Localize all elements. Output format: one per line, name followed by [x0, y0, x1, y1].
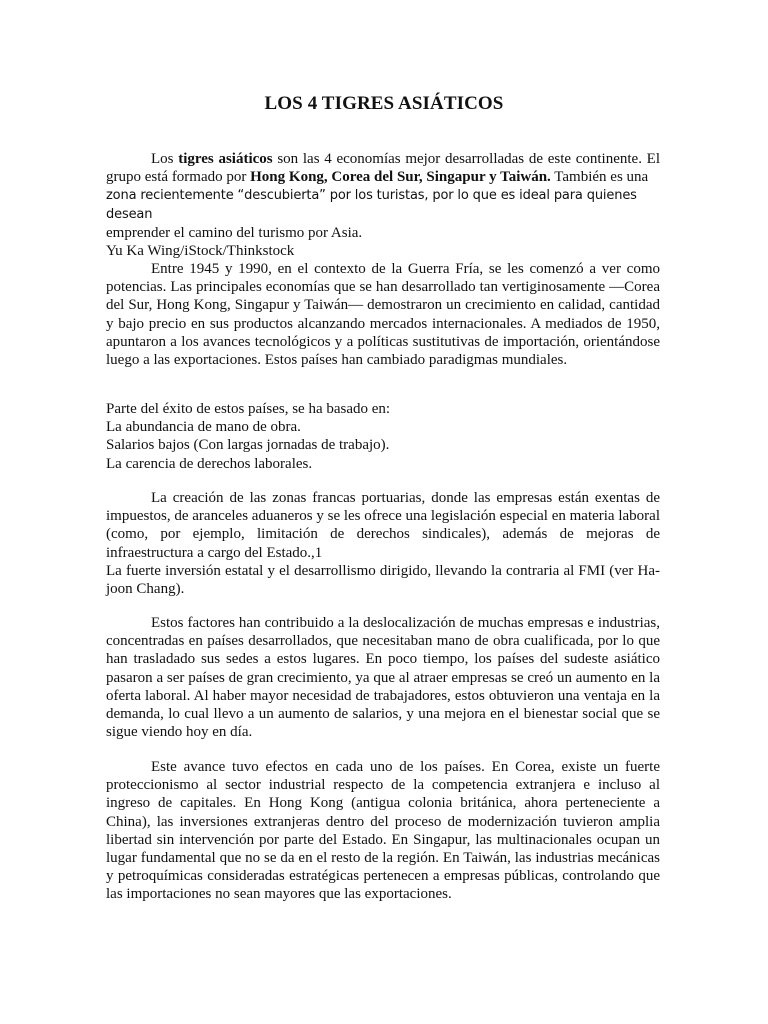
success-list: [106, 400, 660, 473]
intro-bold-countries: Hong Kong, Corea del Sur, Singapur y Taiwán.: [250, 169, 551, 186]
intro-bold-tigres: tigres asiáticos: [178, 151, 273, 167]
success-list-item: La abundancia de mano de obra.: [106, 419, 301, 436]
image-credit: Yu Ka Wing/iStock/Thinkstock: [106, 243, 295, 260]
history-paragraph: [106, 260, 660, 369]
investment-text: La fuerte inversión estatal y el desarrollismo dirigido, llevando la contraria al FMI (ver Ha-joon Chang).: [106, 562, 660, 598]
intro-last-line: emprender el camino del turismo por Asia.: [106, 224, 363, 241]
zones-section: [106, 489, 660, 598]
intro-sans-line: zona recientemente “descubierta” por los turistas, por lo que es ideal para quienes desean: [106, 188, 637, 222]
effects-paragraph: [106, 758, 660, 904]
factors-text: Estos factores han contribuido a la deslocalización de muchas empresas e industrias, concentradas en países desarrollados, que necesitaban mano de obra cualificada, por lo que han trasladado sus sedes a estos lugares. En poco tiempo, los países del sudeste asiático pasaron a ser países de gran crecimiento, ya que al atraer empresas se creó un aumento en la oferta laboral. Al haber mayor necesidad de trabajadores, estos obtuvieron una ventaja en la demanda, lo cual llevo a un aumento de salarios, y una mejora en el bienestar social que se sigue viendo hoy en día.: [106, 615, 660, 741]
success-list-item: Salarios bajos (Con largas jornadas de trabajo).: [106, 437, 390, 454]
zones-text: La creación de las zonas francas portuarias, donde las empresas están exentas de impuestos, de aranceles aduaneros y se les ofrece una legislación especial en materia laboral (como, por ejemplo, limitación de derechos sindicales), además de mejoras de infraestructura a cargo del Estado.,1: [106, 490, 660, 561]
history-text: Entre 1945 y 1990, en el contexto de la Guerra Fría, se les comenzó a ver como potencias. Las principales economías que se han desarrollado tan vertiginosamente —Corea del Sur, Hong Kong, Singapur y Taiwán— demostraron un crecimiento en calidad, cantidad y bajo precio en sus productos alcanzando mercados internacionales. A mediados de 1950, apuntaron a los avances tecnológicos y a políticas sustitutivas de importación, orientándose luego a las exportaciones. Estos países han cambiado paradigmas mundiales.: [106, 261, 660, 369]
success-list-item: La carencia de derechos laborales.: [106, 455, 313, 472]
factors-paragraph: [106, 614, 660, 741]
success-list-heading: Parte del éxito de estos países, se ha basado en:: [106, 401, 391, 417]
effects-text: Este avance tuvo efectos en cada uno de los países. En Corea, existe un fuerte proteccionismo al sector industrial respecto de la competencia extranjera e incluso al ingreso de capitales. En Hong Kong (antigua colonia británica, ahora perteneciente a China), las inversiones extranjeras dentro del proceso de modernización tuvieron amplia libertad sin intervención por parte del Estado. En Singapur, las multinacionales ocupan un lugar fundamental que no se da en el resto de la región. En Taiwán, las industrias mecánicas y petroquímicas consideradas estratégicas pertenecen a empresas públicas, controlando que las importaciones no sean mayores que las exportaciones.: [106, 759, 660, 903]
intro-text: [106, 150, 660, 186]
intro-part3: También es una: [550, 169, 649, 186]
intro-part1: Los: [151, 151, 179, 167]
document-title: LOS 4 TIGRES ASIÁTICOS: [264, 93, 504, 114]
intro-paragraph: [106, 150, 660, 260]
intro-part2: son las 4 economías mejor desarrolladas de este continente. El grupo está formado por: [106, 151, 660, 186]
